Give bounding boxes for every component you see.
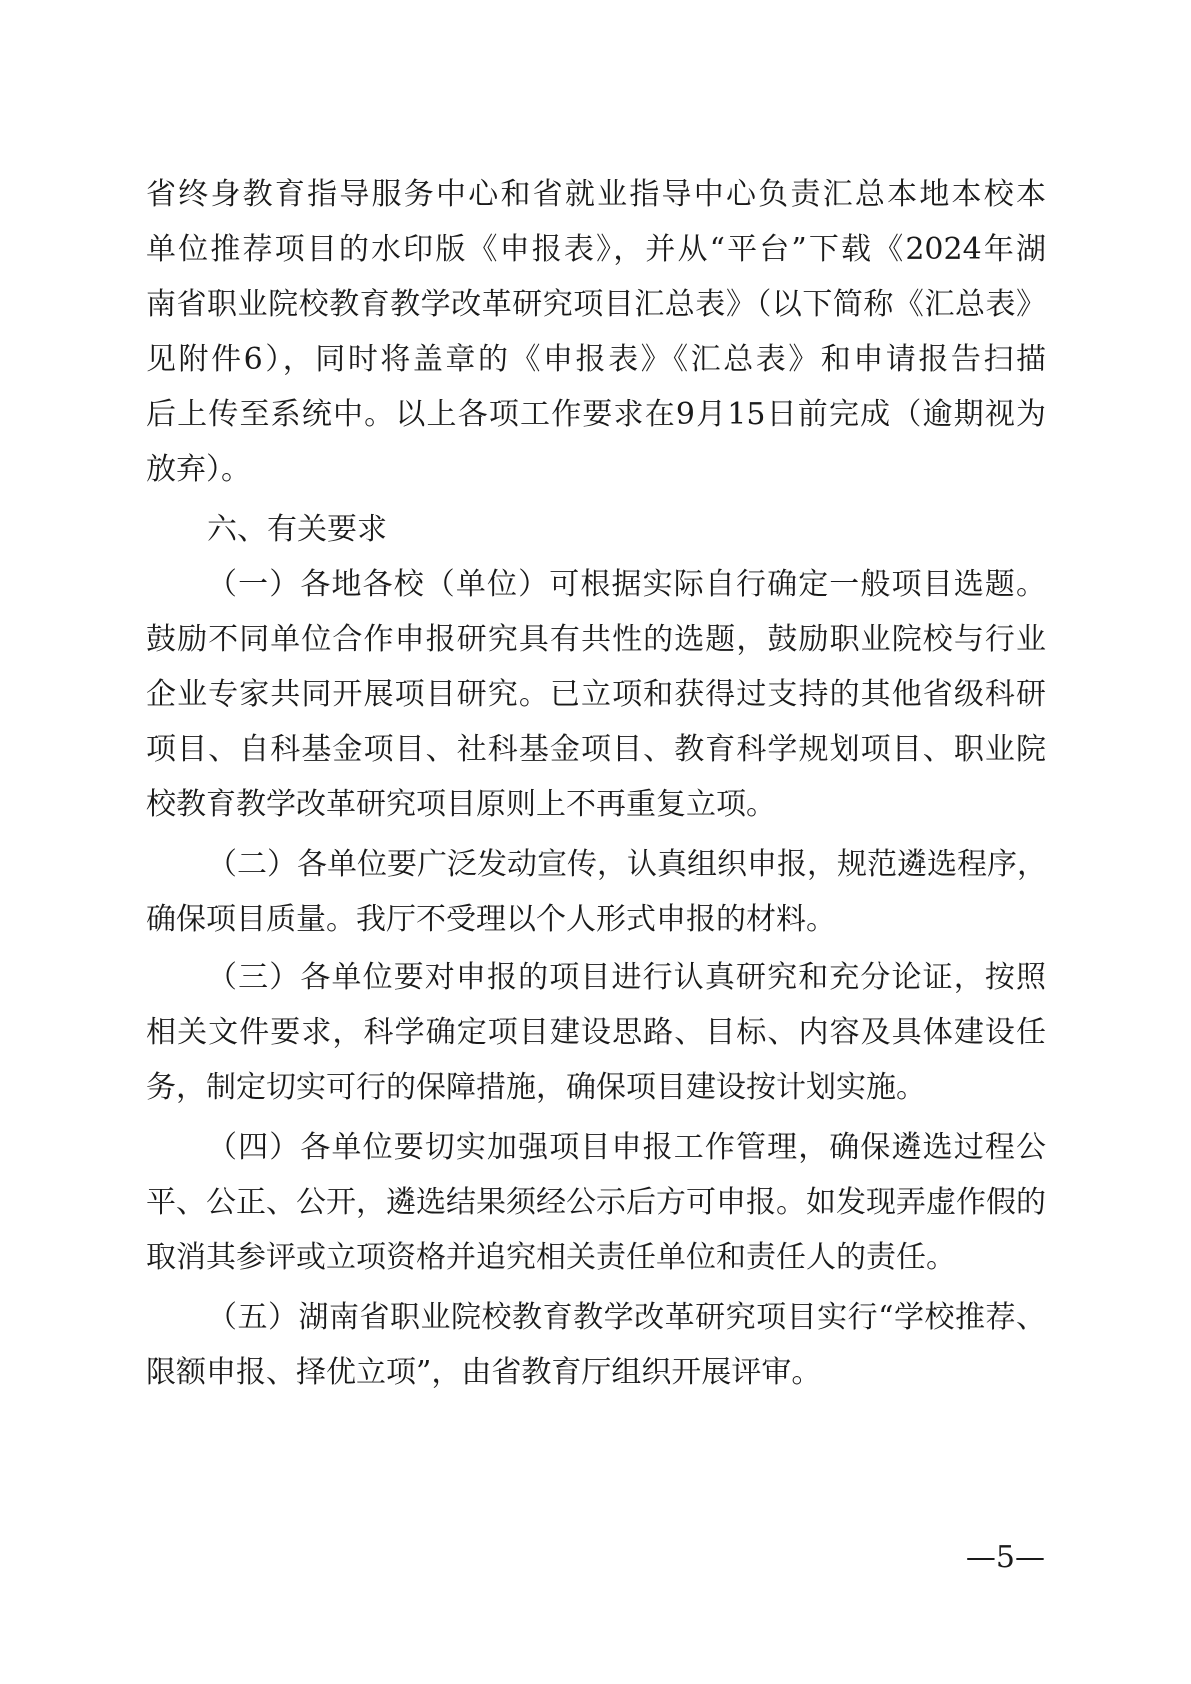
paragraph-line: 南省职业院校教育教学改革研究项目汇总表》（以下简称《汇总表》 — [146, 287, 1046, 322]
paragraph-line: （一）各地各校（单位）可根据实际自行确定一般项目选题。 — [207, 567, 1046, 602]
paragraph-line: 校教育教学改革研究项目原则上不再重复立项。 — [146, 787, 776, 822]
paragraph-line: 企业专家共同开展项目研究。已立项和获得过支持的其他省级科研 — [146, 677, 1046, 712]
paragraph-line: （三）各单位要对申报的项目进行认真研究和充分论证，按照 — [207, 960, 1046, 995]
paragraph-line: 单位推荐项目的水印版《申报表》，并从“平台”下载《2024年湖 — [146, 232, 1046, 267]
paragraph-line: 省终身教育指导服务中心和省就业指导中心负责汇总本地本校本 — [146, 177, 1046, 212]
paragraph-line: 放弃）。 — [146, 452, 251, 487]
paragraph-line: 见附件6），同时将盖章的《申报表》《汇总表》和申请报告扫描 — [146, 342, 1046, 377]
paragraph-line: （五）湖南省职业院校教育教学改革研究项目实行“学校推荐、 — [207, 1300, 1046, 1335]
paragraph-line: 相关文件要求，科学确定项目建设思路、目标、内容及具体建设任 — [146, 1015, 1046, 1050]
paragraph-line: 鼓励不同单位合作申报研究具有共性的选题，鼓励职业院校与行业 — [146, 622, 1046, 657]
paragraph-line: 取消其参评或立项资格并追究相关责任单位和责任人的责任。 — [146, 1240, 956, 1275]
paragraph-line: 确保项目质量。我厅不受理以个人形式申报的材料。 — [146, 902, 836, 937]
page-number: —5— — [965, 1540, 1045, 1575]
paragraph-line: 务，制定切实可行的保障措施，确保项目建设按计划实施。 — [146, 1070, 926, 1105]
paragraph-line: （四）各单位要切实加强项目申报工作管理，确保遴选过程公 — [207, 1130, 1046, 1165]
paragraph-line: 后上传至系统中。以上各项工作要求在9月15日前完成（逾期视为 — [146, 397, 1046, 432]
paragraph-line: 项目、自科基金项目、社科基金项目、教育科学规划项目、职业院 — [146, 732, 1046, 767]
paragraph-line: （二）各单位要广泛发动宣传，认真组织申报，规范遴选程序， — [207, 847, 1047, 882]
paragraph-line: 限额申报、择优立项”，由省教育厅组织开展评审。 — [146, 1355, 822, 1390]
paragraph-line: 平、公正、公开，遴选结果须经公示后方可申报。如发现弄虚作假的 — [146, 1185, 1046, 1220]
section-heading: 六、有关要求 — [207, 512, 387, 547]
